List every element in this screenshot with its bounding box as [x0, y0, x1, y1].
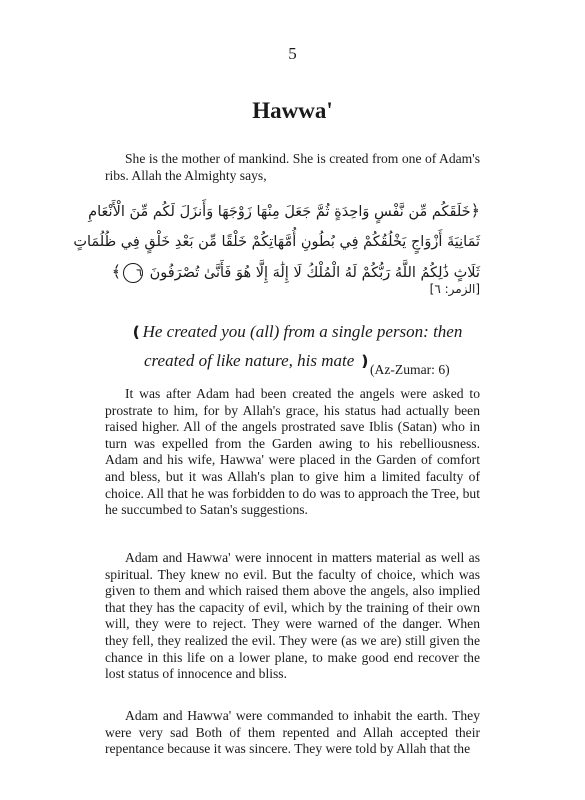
- ayah-number-marker: ٦: [123, 263, 143, 283]
- arabic-line-2: [73, 227, 480, 257]
- arabic-surah-reference: [الزمر: ٦]: [429, 282, 480, 296]
- body-paragraph: Adam and Hawwa' were innocent in matters material as well as spiritual. They knew no evil. But the faculty of choice, which was given to them and which raised them above the angels, also implied that they has the capacity of evil, which by the training of their own will, they were to reject. They were warned of the danger. When they fell, they realized the evil. They were (as we are) still given the chance in this life on a lower plane, to make good end recover the lost status of innocence and bliss.: [105, 550, 480, 682]
- arabic-line-1: [88, 196, 480, 227]
- ornate-close-bracket: ﴾: [111, 262, 121, 281]
- arabic-text: ثَلَاثٍ ذَٰلِكُمُ اللَّهُ رَبُّكُمْ لَهُ الْمُلْكُ لَا إِلَٰهَ إِلَّا هُوَ فَأَنَّىٰ تُصْرَفُونَ: [149, 265, 480, 281]
- body-paragraph: It was after Adam had been created the angels were asked to prostrate to him, for by Allah's grace, his status had actually been raised higher. All of the angels prostrated save Iblis (Satan) who in turn was expelled from the Garden awing to his rebelliousness. Adam and his wife, Hawwa' were placed in the Garden of comfort and bless, but it was Allah's plan to give him a limited faculty of choice. All that he was forbidden to do was to approach the Tree, but he succumbed to Satan's suggestions.: [105, 386, 480, 518]
- verse-reference: (Az-Zumar: 6): [370, 362, 450, 377]
- translation-open-ornament: ❪: [130, 325, 143, 341]
- arabic-text: ثَمَانِيَةَ أَزْوَاجٍ يَخْلُقُكُمْ فِي بُطُونِ أُمَّهَاتِكُمْ خَلْقًا مِّن بَعْدِ خَلْقٍ فِي ظُلُمَاتٍ: [73, 234, 480, 250]
- page-number: 5: [288, 44, 297, 63]
- page-title: Hawwa': [252, 98, 333, 123]
- arabic-text: خَلَقَكُم مِّن نَّفْسٍ وَاحِدَةٍ ثُمَّ جَعَلَ مِنْهَا زَوْجَهَا وَأَنزَلَ لَكُم مِّنَ الْأَنْعَامِ: [88, 204, 471, 220]
- translation-line-1: ❪He created you (all) from a single person: then: [130, 322, 463, 341]
- quran-verse-arabic: [73, 196, 480, 288]
- translation-line-2: created of like nature, his mate ❫: [144, 351, 372, 370]
- ornate-open-bracket: ﴿: [470, 201, 480, 220]
- intro-paragraph: She is the mother of mankind. She is created from one of Adam's ribs. Allah the Almighty says,: [105, 151, 480, 183]
- body-paragraph: Adam and Hawwa' were commanded to inhabit the earth. They were very sad Both of them repented and Allah accepted their repentance because it was sincere. They were told by Allah that the: [105, 708, 480, 757]
- translation-close-ornament: ❫: [358, 354, 372, 370]
